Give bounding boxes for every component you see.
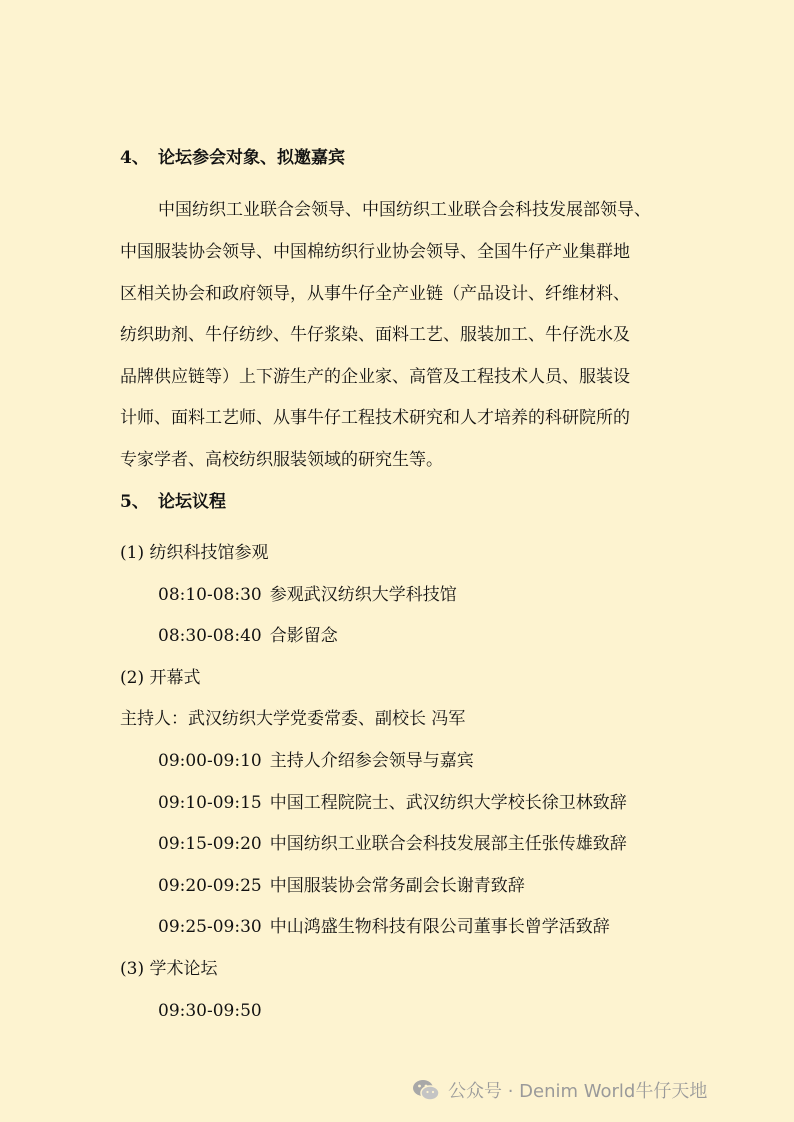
agenda-part-3-label: (3) 学术论坛 [120,959,218,979]
agenda-item [158,999,728,1023]
agenda-host: 主持人：武汉纺织大学党委常委、副校长 冯军 [120,709,466,729]
paragraph-line: 区相关协会和政府领导，从事牛仔全产业链（产品设计、纤维材料、 [120,284,630,304]
section-5-number: 5、 [120,492,149,512]
agenda-time: 09:25-09:30 [158,917,262,937]
agenda-desc: 合影留念 [269,626,338,646]
paragraph-line: 专家学者、高校纺织服装领域的研究生等。 [120,450,443,470]
agenda-time: 09:00-09:10 [158,751,262,771]
agenda-time: 08:30-08:40 [158,626,262,646]
wechat-icon [412,1079,440,1101]
paragraph-line: 品牌供应链等）上下游生产的企业家、高管及工程技术人员、服装设 [120,367,630,387]
section-4-title: 论坛参会对象、拟邀嘉宾 [158,148,345,168]
footer-text: 公众号 · Denim World牛仔天地 [448,1081,708,1102]
agenda-desc: 主持人介绍参会领导与嘉宾 [269,751,474,771]
agenda-time: 08:10-08:30 [158,585,262,605]
section-5-heading [120,490,690,514]
agenda-time: 09:10-09:15 [158,793,262,813]
agenda-item [158,749,728,773]
paragraph-line: 纺织助剂、牛仔纺纱、牛仔浆染、面料工艺、服装加工、牛仔洗水及 [120,325,630,345]
agenda-desc: 中国纺织工业联合会科技发展部主任张传雄致辞 [269,834,627,854]
agenda-item [158,874,728,898]
agenda-part-1-label: (1) 纺织科技馆参观 [120,543,269,563]
agenda-time: 09:30-09:50 [158,1001,262,1021]
agenda-part-2-label: (2) 开幕式 [120,668,201,688]
paragraph-line: 中国服装协会领导、中国棉纺织行业协会领导、全国牛仔产业集群地 [120,242,630,262]
paragraph-line: 计师、面料工艺师、从事牛仔工程技术研究和人才培养的科研院所的 [120,408,630,428]
agenda-desc: 中山鸿盛生物科技有限公司董事长曾学活致辞 [269,917,610,937]
agenda-item [158,791,728,815]
agenda-time: 09:15-09:20 [158,834,262,854]
agenda-item [158,832,728,856]
agenda-item [158,915,728,939]
paragraph-line: 中国纺织工业联合会领导、中国纺织工业联合会科技发展部领导、 [158,200,651,220]
section-5-title: 论坛议程 [158,492,226,512]
agenda-desc: 参观武汉纺织大学科技馆 [269,585,457,605]
wechat-footer [412,1076,707,1104]
section-4-number: 4、 [120,148,149,168]
agenda-desc: 中国服装协会常务副会长谢青致辞 [269,876,525,896]
agenda-time: 09:20-09:25 [158,876,262,896]
section-4-heading [120,146,690,170]
agenda-desc: 中国工程院院士、武汉纺织大学校长徐卫林致辞 [269,793,627,813]
agenda-item [158,583,728,607]
agenda-item [158,624,728,648]
